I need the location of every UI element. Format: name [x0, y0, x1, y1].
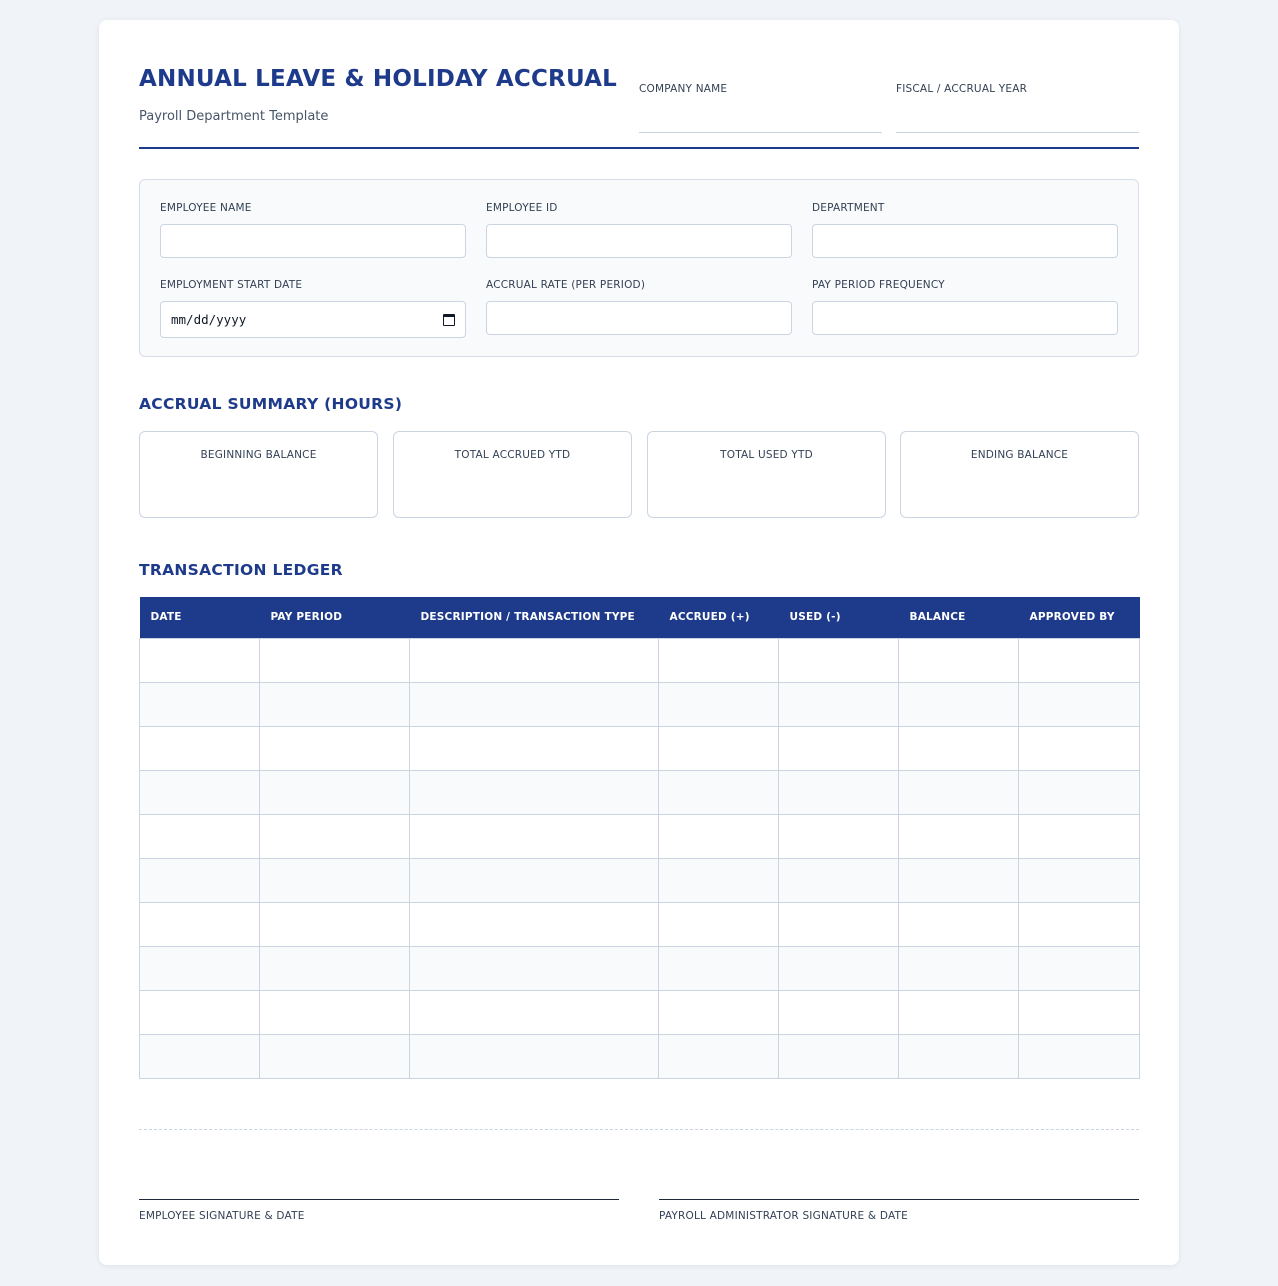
ledger-cell-approved-by[interactable]: [1019, 990, 1140, 1034]
table-row: [140, 946, 1140, 990]
ledger-cell-date[interactable]: [140, 858, 260, 902]
employee-signature-block: [139, 1199, 619, 1222]
ledger-cell-pay-period[interactable]: [260, 858, 410, 902]
admin-signature-block: [659, 1199, 1139, 1222]
ledger-cell-used[interactable]: [779, 770, 899, 814]
ledger-cell-pay-period[interactable]: [260, 1034, 410, 1078]
ledger-cell-balance[interactable]: [899, 770, 1019, 814]
ledger-cell-balance[interactable]: [899, 990, 1019, 1034]
ledger-cell-description[interactable]: [410, 902, 659, 946]
ledger-cell-balance[interactable]: [899, 726, 1019, 770]
column-header-approved-by: APPROVED BY: [1019, 597, 1140, 638]
total-accrued-box[interactable]: [393, 431, 632, 518]
transaction-ledger-table: [139, 597, 1140, 1079]
section-divider: [139, 1129, 1139, 1130]
ledger-cell-date[interactable]: [140, 990, 260, 1034]
ledger-cell-accrued[interactable]: [659, 1034, 779, 1078]
fiscal-year-input[interactable]: [896, 109, 1139, 133]
department-label: DEPARTMENT: [812, 202, 885, 214]
ledger-cell-approved-by[interactable]: [1019, 682, 1140, 726]
ledger-cell-accrued[interactable]: [659, 858, 779, 902]
ledger-cell-used[interactable]: [779, 814, 899, 858]
summary-box-label: TOTAL ACCRUED YTD: [454, 449, 571, 461]
calendar-icon[interactable]: [443, 314, 455, 326]
beginning-balance-box[interactable]: [139, 431, 378, 518]
employee-info-panel: [139, 179, 1139, 357]
ledger-cell-accrued[interactable]: [659, 770, 779, 814]
ledger-cell-approved-by[interactable]: [1019, 726, 1140, 770]
ledger-cell-used[interactable]: [779, 858, 899, 902]
ledger-cell-balance[interactable]: [899, 814, 1019, 858]
ledger-cell-balance[interactable]: [899, 946, 1019, 990]
ledger-cell-balance[interactable]: [899, 638, 1019, 682]
ledger-cell-date[interactable]: [140, 726, 260, 770]
pay-frequency-field: [812, 279, 1118, 335]
employee-id-label: EMPLOYEE ID: [486, 202, 558, 214]
ledger-body: [140, 638, 1140, 1078]
ledger-cell-balance[interactable]: [899, 682, 1019, 726]
ledger-cell-date[interactable]: [140, 638, 260, 682]
employee-name-label: EMPLOYEE NAME: [160, 202, 252, 214]
start-date-label: EMPLOYMENT START DATE: [160, 279, 303, 291]
fiscal-year-label: FISCAL / ACCRUAL YEAR: [896, 83, 1028, 95]
company-name-field: [639, 83, 882, 133]
employee-id-input[interactable]: [486, 224, 792, 258]
employee-name-field: [160, 202, 466, 258]
ending-balance-box[interactable]: [900, 431, 1139, 518]
ledger-cell-used[interactable]: [779, 946, 899, 990]
ledger-cell-used[interactable]: [779, 726, 899, 770]
employee-signature-line[interactable]: [139, 1199, 619, 1200]
accrual-rate-field: [486, 279, 792, 335]
ledger-cell-accrued[interactable]: [659, 726, 779, 770]
summary-box-label: TOTAL USED YTD: [720, 449, 813, 461]
ledger-cell-approved-by[interactable]: [1019, 858, 1140, 902]
admin-signature-label: PAYROLL ADMINISTRATOR SIGNATURE & DATE: [659, 1210, 908, 1222]
ledger-cell-pay-period[interactable]: [260, 990, 410, 1034]
column-header-pay-period: PAY PERIOD: [260, 597, 410, 638]
table-row: [140, 858, 1140, 902]
start-date-field: [160, 279, 466, 338]
ledger-cell-used[interactable]: [779, 1034, 899, 1078]
accrual-form-card: [99, 20, 1179, 1265]
accrual-rate-label: ACCRUAL RATE (PER PERIOD): [486, 279, 646, 291]
ledger-cell-description[interactable]: [410, 814, 659, 858]
ledger-cell-date[interactable]: [140, 902, 260, 946]
ledger-cell-accrued[interactable]: [659, 682, 779, 726]
department-field: [812, 202, 1118, 258]
column-header-date: DATE: [140, 597, 260, 638]
form-header: [139, 20, 1139, 149]
summary-box-label: ENDING BALANCE: [970, 449, 1069, 461]
ledger-cell-description[interactable]: [410, 1034, 659, 1078]
ledger-cell-description[interactable]: [410, 858, 659, 902]
ledger-cell-pay-period[interactable]: [260, 814, 410, 858]
page-subtitle: Payroll Department Template: [139, 109, 329, 124]
ledger-cell-description[interactable]: [410, 770, 659, 814]
pay-frequency-label: PAY PERIOD FREQUENCY: [812, 279, 945, 291]
ledger-cell-pay-period[interactable]: [260, 902, 410, 946]
ledger-cell-accrued[interactable]: [659, 814, 779, 858]
admin-signature-line[interactable]: [659, 1199, 1139, 1200]
column-header-accrued: ACCRUED (+): [659, 597, 779, 638]
table-row: [140, 770, 1140, 814]
employee-id-field: [486, 202, 792, 258]
total-used-box[interactable]: [647, 431, 886, 518]
accrual-rate-input[interactable]: [486, 301, 792, 335]
column-header-used: USED (-): [779, 597, 899, 638]
ledger-cell-pay-period[interactable]: [260, 946, 410, 990]
ledger-cell-used[interactable]: [779, 902, 899, 946]
table-row: [140, 902, 1140, 946]
ledger-cell-pay-period[interactable]: [260, 682, 410, 726]
employee-name-input[interactable]: [160, 224, 466, 258]
company-name-label: COMPANY NAME: [639, 83, 728, 95]
ledger-cell-approved-by[interactable]: [1019, 902, 1140, 946]
table-row: [140, 1034, 1140, 1078]
ledger-cell-used[interactable]: [779, 638, 899, 682]
ledger-cell-description[interactable]: [410, 946, 659, 990]
ledger-cell-balance[interactable]: [899, 858, 1019, 902]
ledger-cell-approved-by[interactable]: [1019, 1034, 1140, 1078]
table-row: [140, 814, 1140, 858]
start-date-placeholder: mm/dd/yyyy: [171, 312, 247, 327]
pay-frequency-input[interactable]: [812, 301, 1118, 335]
ledger-cell-accrued[interactable]: [659, 990, 779, 1034]
table-row: [140, 990, 1140, 1034]
ledger-cell-date[interactable]: [140, 814, 260, 858]
ledger-cell-date[interactable]: [140, 770, 260, 814]
ledger-cell-pay-period[interactable]: [260, 638, 410, 682]
ledger-cell-pay-period[interactable]: [260, 726, 410, 770]
ledger-cell-date[interactable]: [140, 1034, 260, 1078]
ledger-cell-balance[interactable]: [899, 1034, 1019, 1078]
table-row: [140, 682, 1140, 726]
ledger-cell-description[interactable]: [410, 638, 659, 682]
table-header-row: [140, 597, 1140, 638]
employee-signature-label: EMPLOYEE SIGNATURE & DATE: [139, 1210, 305, 1222]
start-date-input[interactable]: [160, 301, 466, 338]
ledger-cell-approved-by[interactable]: [1019, 770, 1140, 814]
ledger-cell-accrued[interactable]: [659, 946, 779, 990]
ledger-cell-description[interactable]: [410, 990, 659, 1034]
ledger-cell-balance[interactable]: [899, 902, 1019, 946]
ledger-cell-date[interactable]: [140, 682, 260, 726]
ledger-cell-approved-by[interactable]: [1019, 814, 1140, 858]
company-name-input[interactable]: [639, 109, 882, 133]
ledger-cell-pay-period[interactable]: [260, 770, 410, 814]
department-input[interactable]: [812, 224, 1118, 258]
ledger-cell-description[interactable]: [410, 682, 659, 726]
ledger-cell-used[interactable]: [779, 990, 899, 1034]
page-title: ANNUAL LEAVE & HOLIDAY ACCRUAL: [139, 66, 617, 92]
ledger-cell-date[interactable]: [140, 946, 260, 990]
column-header-balance: BALANCE: [899, 597, 1019, 638]
ledger-cell-approved-by[interactable]: [1019, 638, 1140, 682]
ledger-cell-used[interactable]: [779, 682, 899, 726]
ledger-cell-approved-by[interactable]: [1019, 946, 1140, 990]
column-header-description: DESCRIPTION / TRANSACTION TYPE: [410, 597, 659, 638]
fiscal-year-field: [896, 83, 1139, 133]
ledger-cell-description[interactable]: [410, 726, 659, 770]
summary-section-title: ACCRUAL SUMMARY (HOURS): [139, 395, 403, 413]
ledger-cell-accrued[interactable]: [659, 902, 779, 946]
summary-box-label: BEGINNING BALANCE: [200, 449, 317, 461]
table-row: [140, 638, 1140, 682]
table-row: [140, 726, 1140, 770]
ledger-cell-accrued[interactable]: [659, 638, 779, 682]
ledger-section-title: TRANSACTION LEDGER: [139, 561, 343, 579]
